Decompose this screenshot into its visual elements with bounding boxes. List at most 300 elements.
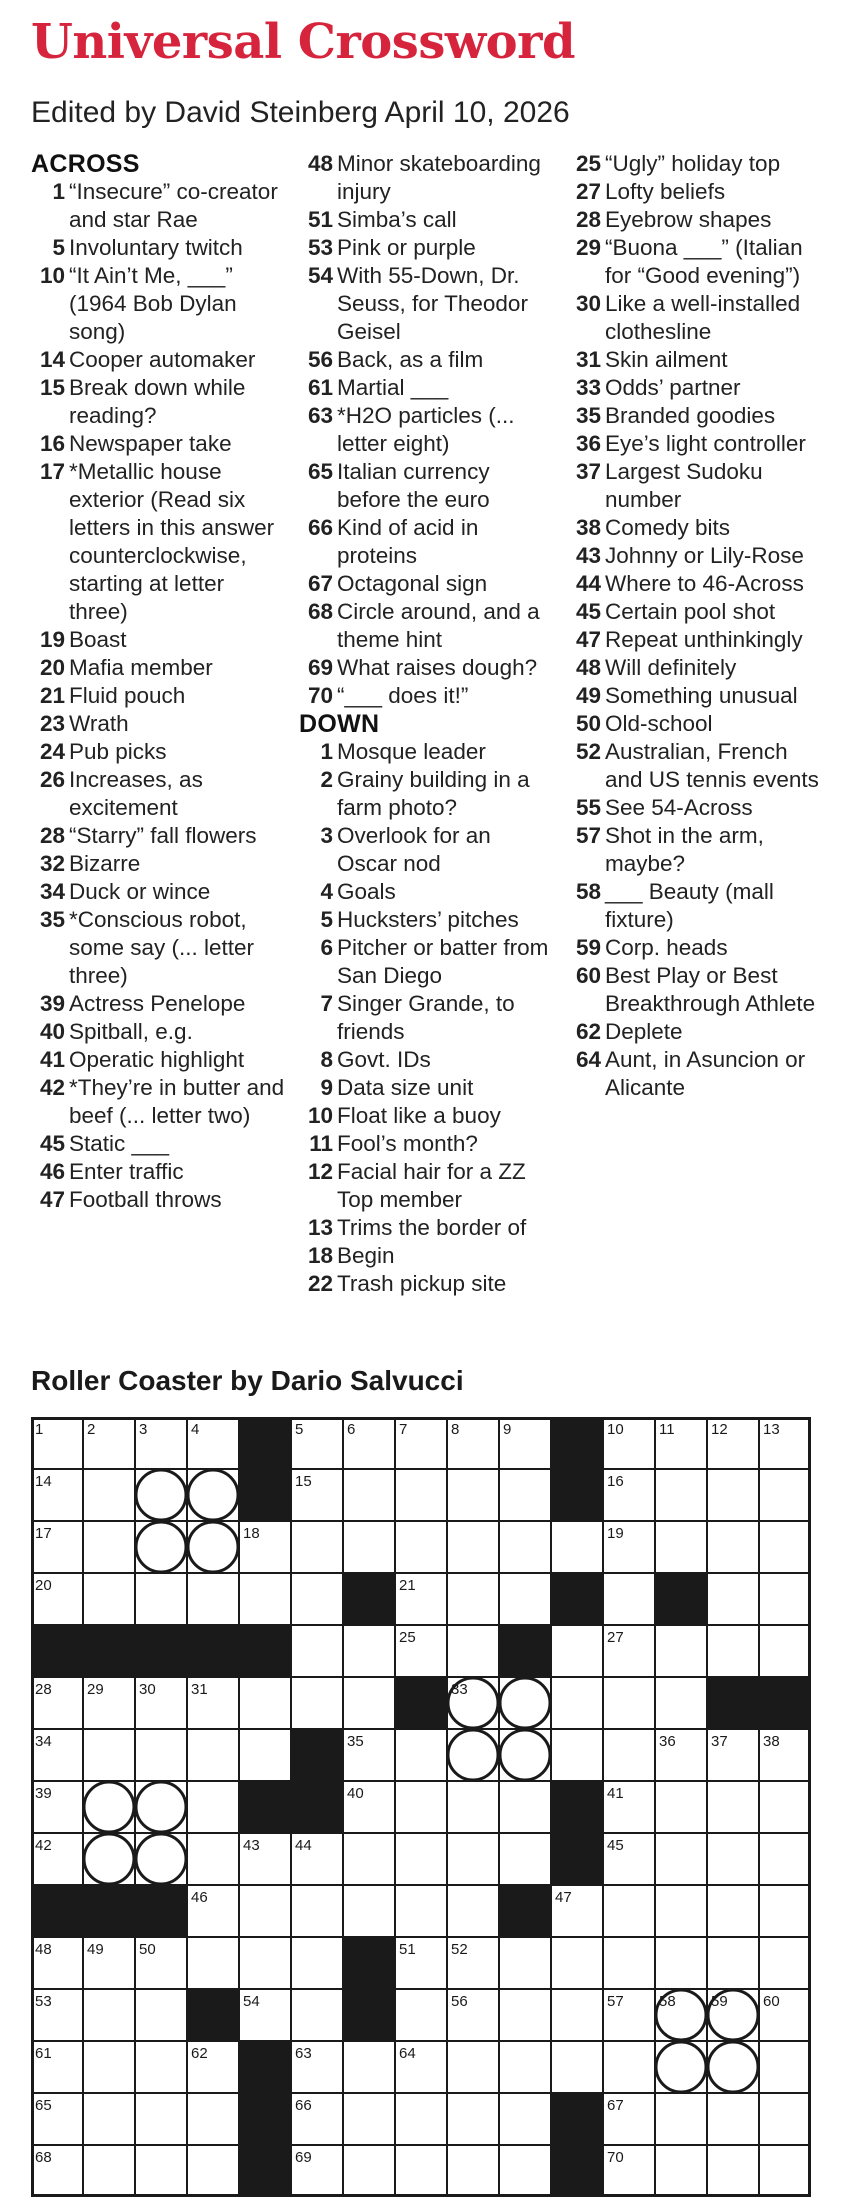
clue-number: 34 [39,879,65,904]
clue-across[interactable] [31,850,287,878]
clue-across[interactable] [299,206,557,234]
clue-number: 13 [307,1215,333,1240]
grid-cell[interactable] [447,1833,499,1885]
grid-cell[interactable] [395,1989,447,2041]
clue-across[interactable] [299,150,557,206]
clue-down[interactable] [567,822,829,878]
grid-cell[interactable] [655,1833,707,1885]
clue-text: Shot in the arm, maybe? [605,823,764,876]
clue-number: 67 [307,571,333,596]
grid-cell[interactable] [187,2093,239,2145]
clue-down[interactable] [299,1270,557,1298]
grid-cell[interactable] [291,1625,343,1677]
clue-across[interactable] [31,990,287,1018]
grid-cell[interactable] [759,1781,811,1833]
clue-text: Mosque leader [337,739,486,764]
clue-down[interactable] [567,598,829,626]
clue-text: Trash pickup site [337,1271,507,1296]
grid-cell[interactable] [291,1677,343,1729]
grid-cell[interactable] [291,1885,343,1937]
grid-cell[interactable] [759,1833,811,1885]
clue-across[interactable] [31,234,287,262]
grid-cell[interactable] [239,1729,291,1781]
grid-cell[interactable] [239,1677,291,1729]
grid-cell[interactable] [707,1781,759,1833]
clue-text: Johnny or Lily-Rose [605,543,804,568]
grid-cell[interactable] [759,2093,811,2145]
grid-cell[interactable] [603,1729,655,1781]
clue-across[interactable] [299,682,557,710]
clue-down[interactable] [567,962,829,1018]
clue-across[interactable] [31,906,287,990]
black-square [551,2093,603,2145]
clue-text: Like a well-installed clothesline [605,291,801,344]
grid-cell[interactable] [707,1573,759,1625]
clue-text: See 54-Across [605,795,753,820]
clue-number: 50 [575,711,601,736]
clue-down[interactable] [299,1102,557,1130]
clue-across[interactable] [31,626,287,654]
clue-across[interactable] [31,458,287,626]
clue-number: 1 [320,739,333,764]
grid-cell[interactable] [447,1521,499,1573]
cell-number: 36 [659,1733,676,1750]
clue-text: Comedy bits [605,515,731,540]
grid-cell[interactable] [759,2041,811,2093]
clue-down[interactable] [567,542,829,570]
grid-cell[interactable] [707,1885,759,1937]
grid-cell[interactable] [83,1469,135,1521]
grid-cell[interactable] [135,2145,187,2197]
grid-cell[interactable] [343,1885,395,1937]
grid-cell[interactable] [447,1469,499,1521]
grid-cell[interactable] [759,2145,811,2197]
grid-cell[interactable] [655,2145,707,2197]
clue-across[interactable] [31,710,287,738]
grid-cell[interactable] [707,1469,759,1521]
clue-text: “Insecure” co-creator and star Rae [69,179,278,232]
cell-number: 62 [191,2045,208,2062]
clue-number: 59 [575,935,601,960]
grid-cell[interactable] [135,1729,187,1781]
grid-cell[interactable] [395,2093,447,2145]
clue-number: 55 [575,795,601,820]
clue-down[interactable] [299,1130,557,1158]
clue-across[interactable] [31,430,287,458]
clue-across[interactable] [31,738,287,766]
clue-down[interactable] [567,710,829,738]
grid-cell[interactable] [759,1885,811,1937]
grid-cell[interactable] [83,1521,135,1573]
clue-number: 42 [39,1075,65,1100]
cell-number: 13 [763,1421,780,1438]
clue-down[interactable] [299,822,557,878]
grid-cell[interactable] [395,1885,447,1937]
clue-text: Football throws [69,1187,222,1212]
grid-cell[interactable] [395,2145,447,2197]
clue-text: Branded goodies [605,403,776,428]
cell-number: 53 [35,1993,52,2010]
grid-cell[interactable] [551,2041,603,2093]
clue-down[interactable] [567,430,829,458]
clue-across[interactable] [299,402,557,458]
grid-cell[interactable] [603,1573,655,1625]
clue-across[interactable] [299,598,557,654]
grid-cell[interactable] [603,2041,655,2093]
cell-number: 46 [191,1889,208,1906]
grid-cell[interactable] [187,1729,239,1781]
grid-cell[interactable] [83,2041,135,2093]
clue-text: *Metallic house exterior (Read six letters in this answer counterclockwise, starting at letter three) [69,459,275,624]
grid-cell[interactable] [603,1937,655,1989]
clue-across[interactable] [299,570,557,598]
clue-number: 3 [320,823,333,848]
grid-cell[interactable] [343,2041,395,2093]
grid-cell[interactable] [343,1521,395,1573]
grid-cell[interactable] [707,1625,759,1677]
clue-down[interactable] [567,150,829,178]
grid-cell[interactable] [83,1573,135,1625]
clue-number: 18 [307,1243,333,1268]
cell-number: 12 [711,1421,728,1438]
clue-down[interactable] [299,1074,557,1102]
clue-text: Break down while reading? [69,375,246,428]
grid-cell[interactable] [83,2093,135,2145]
clue-down[interactable] [299,878,557,906]
cell-number: 39 [35,1785,52,1802]
grid-cell[interactable] [395,1469,447,1521]
clue-down[interactable] [567,458,829,514]
grid-cell[interactable] [499,1521,551,1573]
clue-number: 15 [39,375,65,400]
grid-cell[interactable] [291,1573,343,1625]
grid-cell[interactable] [499,1573,551,1625]
clue-text: Pub picks [69,739,167,764]
grid-cell[interactable] [707,1833,759,1885]
clue-down[interactable] [299,738,557,766]
clue-down[interactable] [299,1214,557,1242]
cell-number: 28 [35,1681,52,1698]
grid-cell[interactable] [83,2145,135,2197]
clue-down[interactable] [567,794,829,822]
clue-text: “Buona ___” (Italian for “Good evening”) [605,235,803,288]
clue-number: 19 [39,627,65,652]
grid-cell[interactable] [707,1937,759,1989]
grid-cell[interactable] [655,1521,707,1573]
clue-across[interactable] [299,514,557,570]
grid-cell[interactable] [759,1469,811,1521]
grid-cell[interactable] [551,1729,603,1781]
black-square [239,1417,291,1469]
clue-text: Martial ___ [337,375,449,400]
grid-cell[interactable] [239,1885,291,1937]
clue-down[interactable] [567,290,829,346]
clue-down[interactable] [567,178,829,206]
black-square [239,1781,291,1833]
grid-cell[interactable] [759,1937,811,1989]
cell-number: 67 [607,2097,624,2114]
crossword-grid[interactable] [31,1417,811,2197]
clue-down[interactable] [567,878,829,934]
cell-number: 40 [347,1785,364,1802]
grid-cell[interactable] [499,2145,551,2197]
clue-down[interactable] [567,654,829,682]
cell-number: 64 [399,2045,416,2062]
grid-cell[interactable] [655,1677,707,1729]
clue-across[interactable] [31,1130,287,1158]
clue-number: 63 [307,403,333,428]
clue-down[interactable] [299,990,557,1046]
cell-number: 25 [399,1629,416,1646]
clue-down[interactable] [567,626,829,654]
black-square [707,1677,759,1729]
clue-across[interactable] [31,262,287,346]
clue-number: 62 [575,1019,601,1044]
grid-cell[interactable] [395,1781,447,1833]
clue-number: 14 [39,347,65,372]
grid-cell[interactable] [759,1625,811,1677]
clue-across[interactable] [31,654,287,682]
grid-cell[interactable] [447,1625,499,1677]
black-square [83,1625,135,1677]
cell-number: 54 [243,1993,260,2010]
clue-text: Singer Grande, to friends [337,991,515,1044]
grid-cell[interactable] [239,1937,291,1989]
clue-text: Wrath [69,711,129,736]
clue-across[interactable] [31,178,287,234]
clue-number: 53 [307,235,333,260]
clue-number: 26 [39,767,65,792]
clue-number: 51 [307,207,333,232]
grid-cell[interactable] [499,1989,551,2041]
grid-cell[interactable] [395,1833,447,1885]
clue-down[interactable] [299,1046,557,1074]
grid-cell[interactable] [447,1573,499,1625]
clue-text: Pink or purple [337,235,476,260]
cell-number: 19 [607,1525,624,1542]
cell-number: 38 [763,1733,780,1750]
clue-text: Certain pool shot [605,599,776,624]
clue-number: 6 [320,935,333,960]
grid-cell[interactable] [343,2145,395,2197]
clue-down[interactable] [567,1018,829,1046]
clue-text: Duck or wince [69,879,211,904]
clue-across[interactable] [299,234,557,262]
grid-cell[interactable] [603,1677,655,1729]
clue-text: Overlook for an Oscar nod [337,823,491,876]
clue-across[interactable] [31,682,287,710]
grid-cell[interactable] [239,1573,291,1625]
grid-cell[interactable] [291,1521,343,1573]
grid-cell[interactable] [291,1989,343,2041]
clue-number: 68 [307,599,333,624]
clue-text: Fool’s month? [337,1131,478,1156]
clue-number: 29 [575,235,601,260]
cell-number: 8 [451,1421,460,1438]
clue-number: 20 [39,655,65,680]
grid-cell[interactable] [499,2093,551,2145]
clue-text: Odds’ partner [605,375,741,400]
clue-text: Pitcher or batter from San Diego [337,935,549,988]
clue-across[interactable] [299,374,557,402]
clue-down[interactable] [567,514,829,542]
clue-down[interactable] [299,1158,557,1214]
clue-across[interactable] [31,822,287,850]
clue-down[interactable] [567,738,829,794]
clue-text: Newspaper take [69,431,232,456]
clue-across[interactable] [31,1018,287,1046]
grid-cell[interactable] [291,1937,343,1989]
clue-text: *H2O particles (... letter eight) [337,403,515,456]
clue-text: Will definitely [605,655,737,680]
grid-cell[interactable] [83,1729,135,1781]
grid-cell[interactable] [187,1781,239,1833]
clue-text: Float like a buoy [337,1103,501,1128]
clue-across[interactable] [31,1186,287,1214]
grid-cell[interactable] [343,1625,395,1677]
grid-cell[interactable] [759,1573,811,1625]
cell-number: 18 [243,1525,260,1542]
clue-text: “___ does it!” [337,683,469,708]
clue-down[interactable] [567,402,829,430]
grid-cell[interactable] [343,1469,395,1521]
clue-number: 52 [575,739,601,764]
grid-cell[interactable] [707,1521,759,1573]
grid-cell[interactable] [551,1937,603,1989]
cell-number: 45 [607,1837,624,1854]
clue-down[interactable] [299,766,557,822]
clue-number: 32 [39,851,65,876]
clue-text: Govt. IDs [337,1047,431,1072]
cell-number: 27 [607,1629,624,1646]
clue-across[interactable] [31,766,287,822]
clue-down[interactable] [299,1242,557,1270]
grid-cell[interactable] [395,1521,447,1573]
black-square [187,1989,239,2041]
clue-down[interactable] [567,1046,829,1102]
clue-down[interactable] [299,934,557,990]
grid-cell[interactable] [135,1989,187,2041]
grid-cell[interactable] [655,1625,707,1677]
grid-cell[interactable] [707,2093,759,2145]
grid-cell[interactable] [499,2041,551,2093]
grid-cell[interactable] [135,2093,187,2145]
clue-number: 7 [320,991,333,1016]
clue-down[interactable] [567,346,829,374]
clue-text: Fluid pouch [69,683,186,708]
clue-across[interactable] [299,262,557,346]
grid-cell[interactable] [187,1937,239,1989]
grid-cell[interactable] [655,1937,707,1989]
grid-cell[interactable] [447,2041,499,2093]
grid-cell[interactable] [187,1573,239,1625]
cell-number: 16 [607,1473,624,1490]
clue-down[interactable] [567,934,829,962]
clue-down[interactable] [567,234,829,290]
clue-number: 24 [39,739,65,764]
grid-cell[interactable] [447,1885,499,1937]
grid-cell[interactable] [83,1989,135,2041]
clue-text: Involuntary twitch [69,235,243,260]
clue-down[interactable] [567,374,829,402]
cell-number: 10 [607,1421,624,1438]
clue-text: Repeat unthinkingly [605,627,803,652]
black-square [187,1625,239,1677]
grid-cell[interactable] [655,1781,707,1833]
clue-across[interactable] [31,878,287,906]
grid-cell[interactable] [135,1573,187,1625]
grid-cell[interactable] [551,1521,603,1573]
page-subtitle: Edited by David Steinberg April 10, 2026 [31,96,570,129]
clue-down[interactable] [567,206,829,234]
grid-cell[interactable] [655,1885,707,1937]
clue-across[interactable] [299,654,557,682]
grid-cell[interactable] [499,1937,551,1989]
grid-cell[interactable] [499,1781,551,1833]
clue-across[interactable] [31,1074,287,1130]
clue-number: 39 [39,991,65,1016]
clue-down[interactable] [567,570,829,598]
clue-down[interactable] [567,682,829,710]
grid-cell[interactable] [135,2041,187,2093]
across-heading: ACROSS [31,150,140,178]
clue-text: Actress Penelope [69,991,246,1016]
grid-cell[interactable] [759,1521,811,1573]
black-square [551,1833,603,1885]
grid-cell[interactable] [447,2093,499,2145]
clue-across[interactable] [31,1158,287,1186]
grid-cell[interactable] [707,2145,759,2197]
clue-across[interactable] [31,374,287,430]
cell-number: 24 [243,1629,260,1646]
grid-cell[interactable] [187,1833,239,1885]
clue-number: 45 [39,1131,65,1156]
clue-across[interactable] [299,346,557,374]
grid-cell[interactable] [395,1729,447,1781]
cell-number: 3 [139,1421,148,1438]
grid-cell[interactable] [551,1625,603,1677]
grid-cell[interactable] [447,2145,499,2197]
cell-number: 69 [295,2149,312,2166]
clue-down[interactable] [299,906,557,934]
cell-number: 6 [347,1421,356,1438]
clue-text: Skin ailment [605,347,728,372]
grid-cell[interactable] [499,1469,551,1521]
clue-across[interactable] [299,458,557,514]
grid-cell[interactable] [499,1833,551,1885]
grid-cell[interactable] [447,1781,499,1833]
clue-text: Static ___ [69,1131,170,1156]
clue-across[interactable] [31,1046,287,1074]
clue-number: 43 [575,543,601,568]
cell-number: 30 [139,1681,156,1698]
grid-cell[interactable] [603,1885,655,1937]
clue-across[interactable] [31,346,287,374]
grid-cell[interactable] [551,1989,603,2041]
clue-text: Increases, as excitement [69,767,203,820]
grid-cell[interactable] [343,2093,395,2145]
grid-cell[interactable] [551,1677,603,1729]
clue-number: 70 [307,683,333,708]
clue-number: 45 [575,599,601,624]
grid-cell[interactable] [655,2093,707,2145]
grid-cell[interactable] [187,2145,239,2197]
grid-cell[interactable] [655,1469,707,1521]
clue-number: 23 [39,711,65,736]
grid-cell[interactable] [343,1677,395,1729]
clue-text: Corp. heads [605,935,728,960]
grid-cell[interactable] [343,1833,395,1885]
